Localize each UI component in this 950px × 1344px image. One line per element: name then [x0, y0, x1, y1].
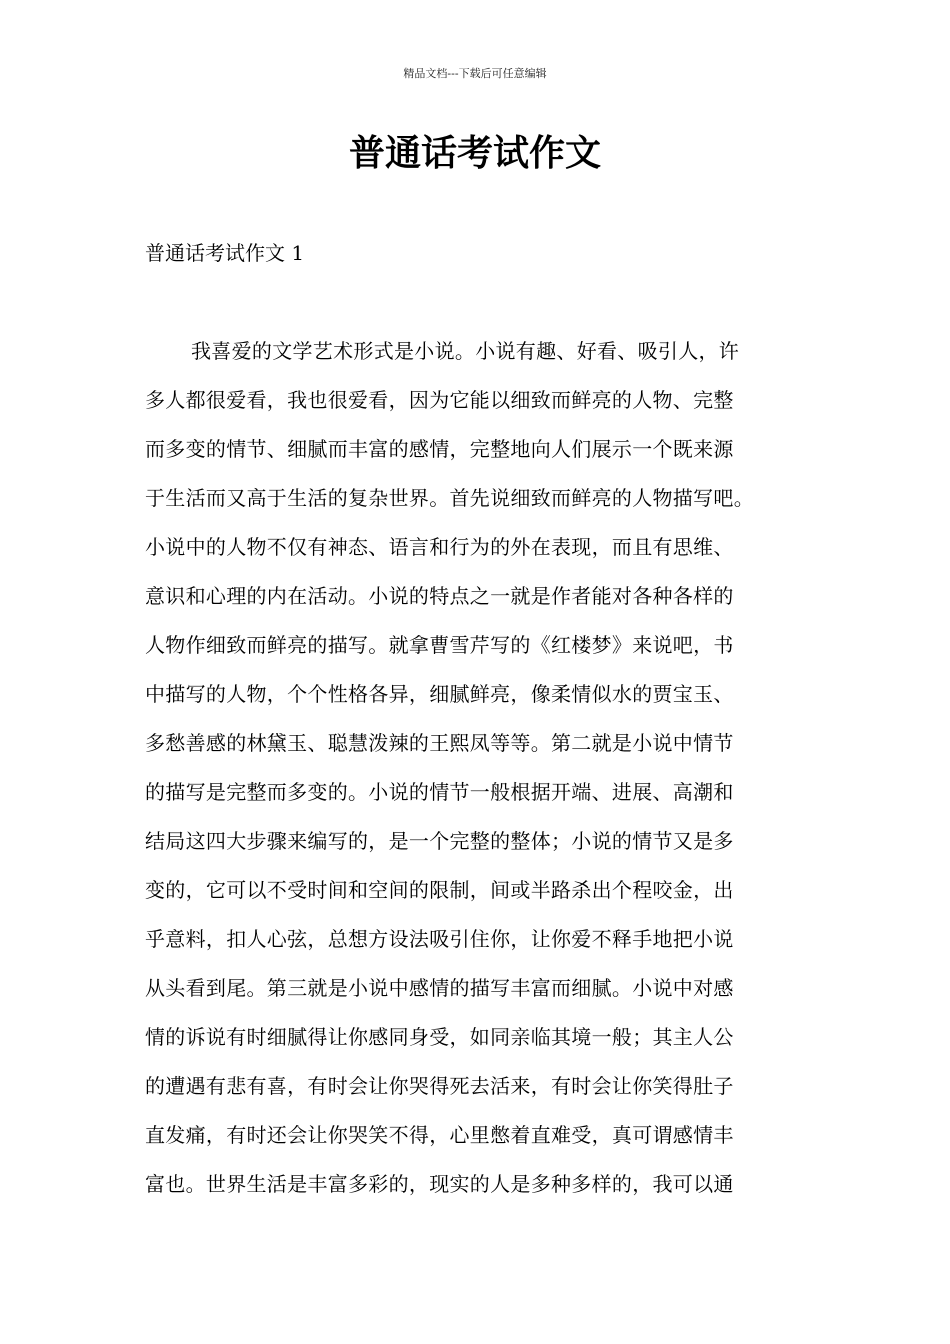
- paragraph-line: 结局这四大步骤来编写的，是一个完整的整体；小说的情节又是多: [145, 829, 734, 853]
- paragraph-line: 的描写是完整而多变的。小说的情节一般根据开端、进展、高潮和: [145, 780, 734, 804]
- paragraph-line: 的遭遇有悲有喜，有时会让你哭得死去活来，有时会让你笑得肚子: [145, 1074, 734, 1098]
- paragraph-line: 多人都很爱看，我也很爱看，因为它能以细致而鲜亮的人物、完整: [145, 388, 734, 412]
- paragraph-line: 从头看到尾。第三就是小说中感情的描写丰富而细腻。小说中对感: [145, 976, 734, 1000]
- paragraph-line: 富也。世界生活是丰富多彩的，现实的人是多种多样的，我可以通: [145, 1172, 734, 1196]
- body-paragraph: [145, 332, 825, 1214]
- paragraph-line: 而多变的情节、细腻而丰富的感情，完整地向人们展示一个既来源: [145, 437, 734, 461]
- paragraph-line: 小说中的人物不仅有神态、语言和行为的外在表现，而且有思维、: [145, 535, 734, 559]
- header-note: 精品文档---下载后可任意编辑: [403, 67, 547, 80]
- paragraph-line: 人物作细致而鲜亮的描写。就拿曹雪芹写的《红楼梦》来说吧，书: [145, 633, 734, 657]
- paragraph-line: 中描写的人物，个个性格各异，细腻鲜亮，像柔情似水的贾宝玉、: [145, 682, 734, 706]
- section-heading: 普通话考试作文 1: [145, 241, 305, 265]
- paragraph-line: 我喜爱的文学艺术形式是小说。小说有趣、好看、吸引人，许: [191, 339, 740, 363]
- paragraph-line: 多愁善感的林黛玉、聪慧泼辣的王熙凤等等。第二就是小说中情节: [145, 731, 734, 755]
- paragraph-line: 于生活而又高于生活的复杂世界。首先说细致而鲜亮的人物描写吧。: [145, 486, 754, 510]
- paragraph-line: 直发痛，有时还会让你哭笑不得，心里憋着直难受，真可谓感情丰: [145, 1123, 734, 1147]
- document-title: 普通话考试作文: [348, 133, 601, 174]
- paragraph-line: 乎意料，扣人心弦，总想方设法吸引住你，让你爱不释手地把小说: [145, 927, 734, 951]
- paragraph-line: 情的诉说有时细腻得让你感同身受，如同亲临其境一般；其主人公: [145, 1025, 734, 1049]
- paragraph-line: 意识和心理的内在活动。小说的特点之一就是作者能对各种各样的: [145, 584, 734, 608]
- paragraph-line: 变的，它可以不受时间和空间的限制，间或半路杀出个程咬金，出: [145, 878, 734, 902]
